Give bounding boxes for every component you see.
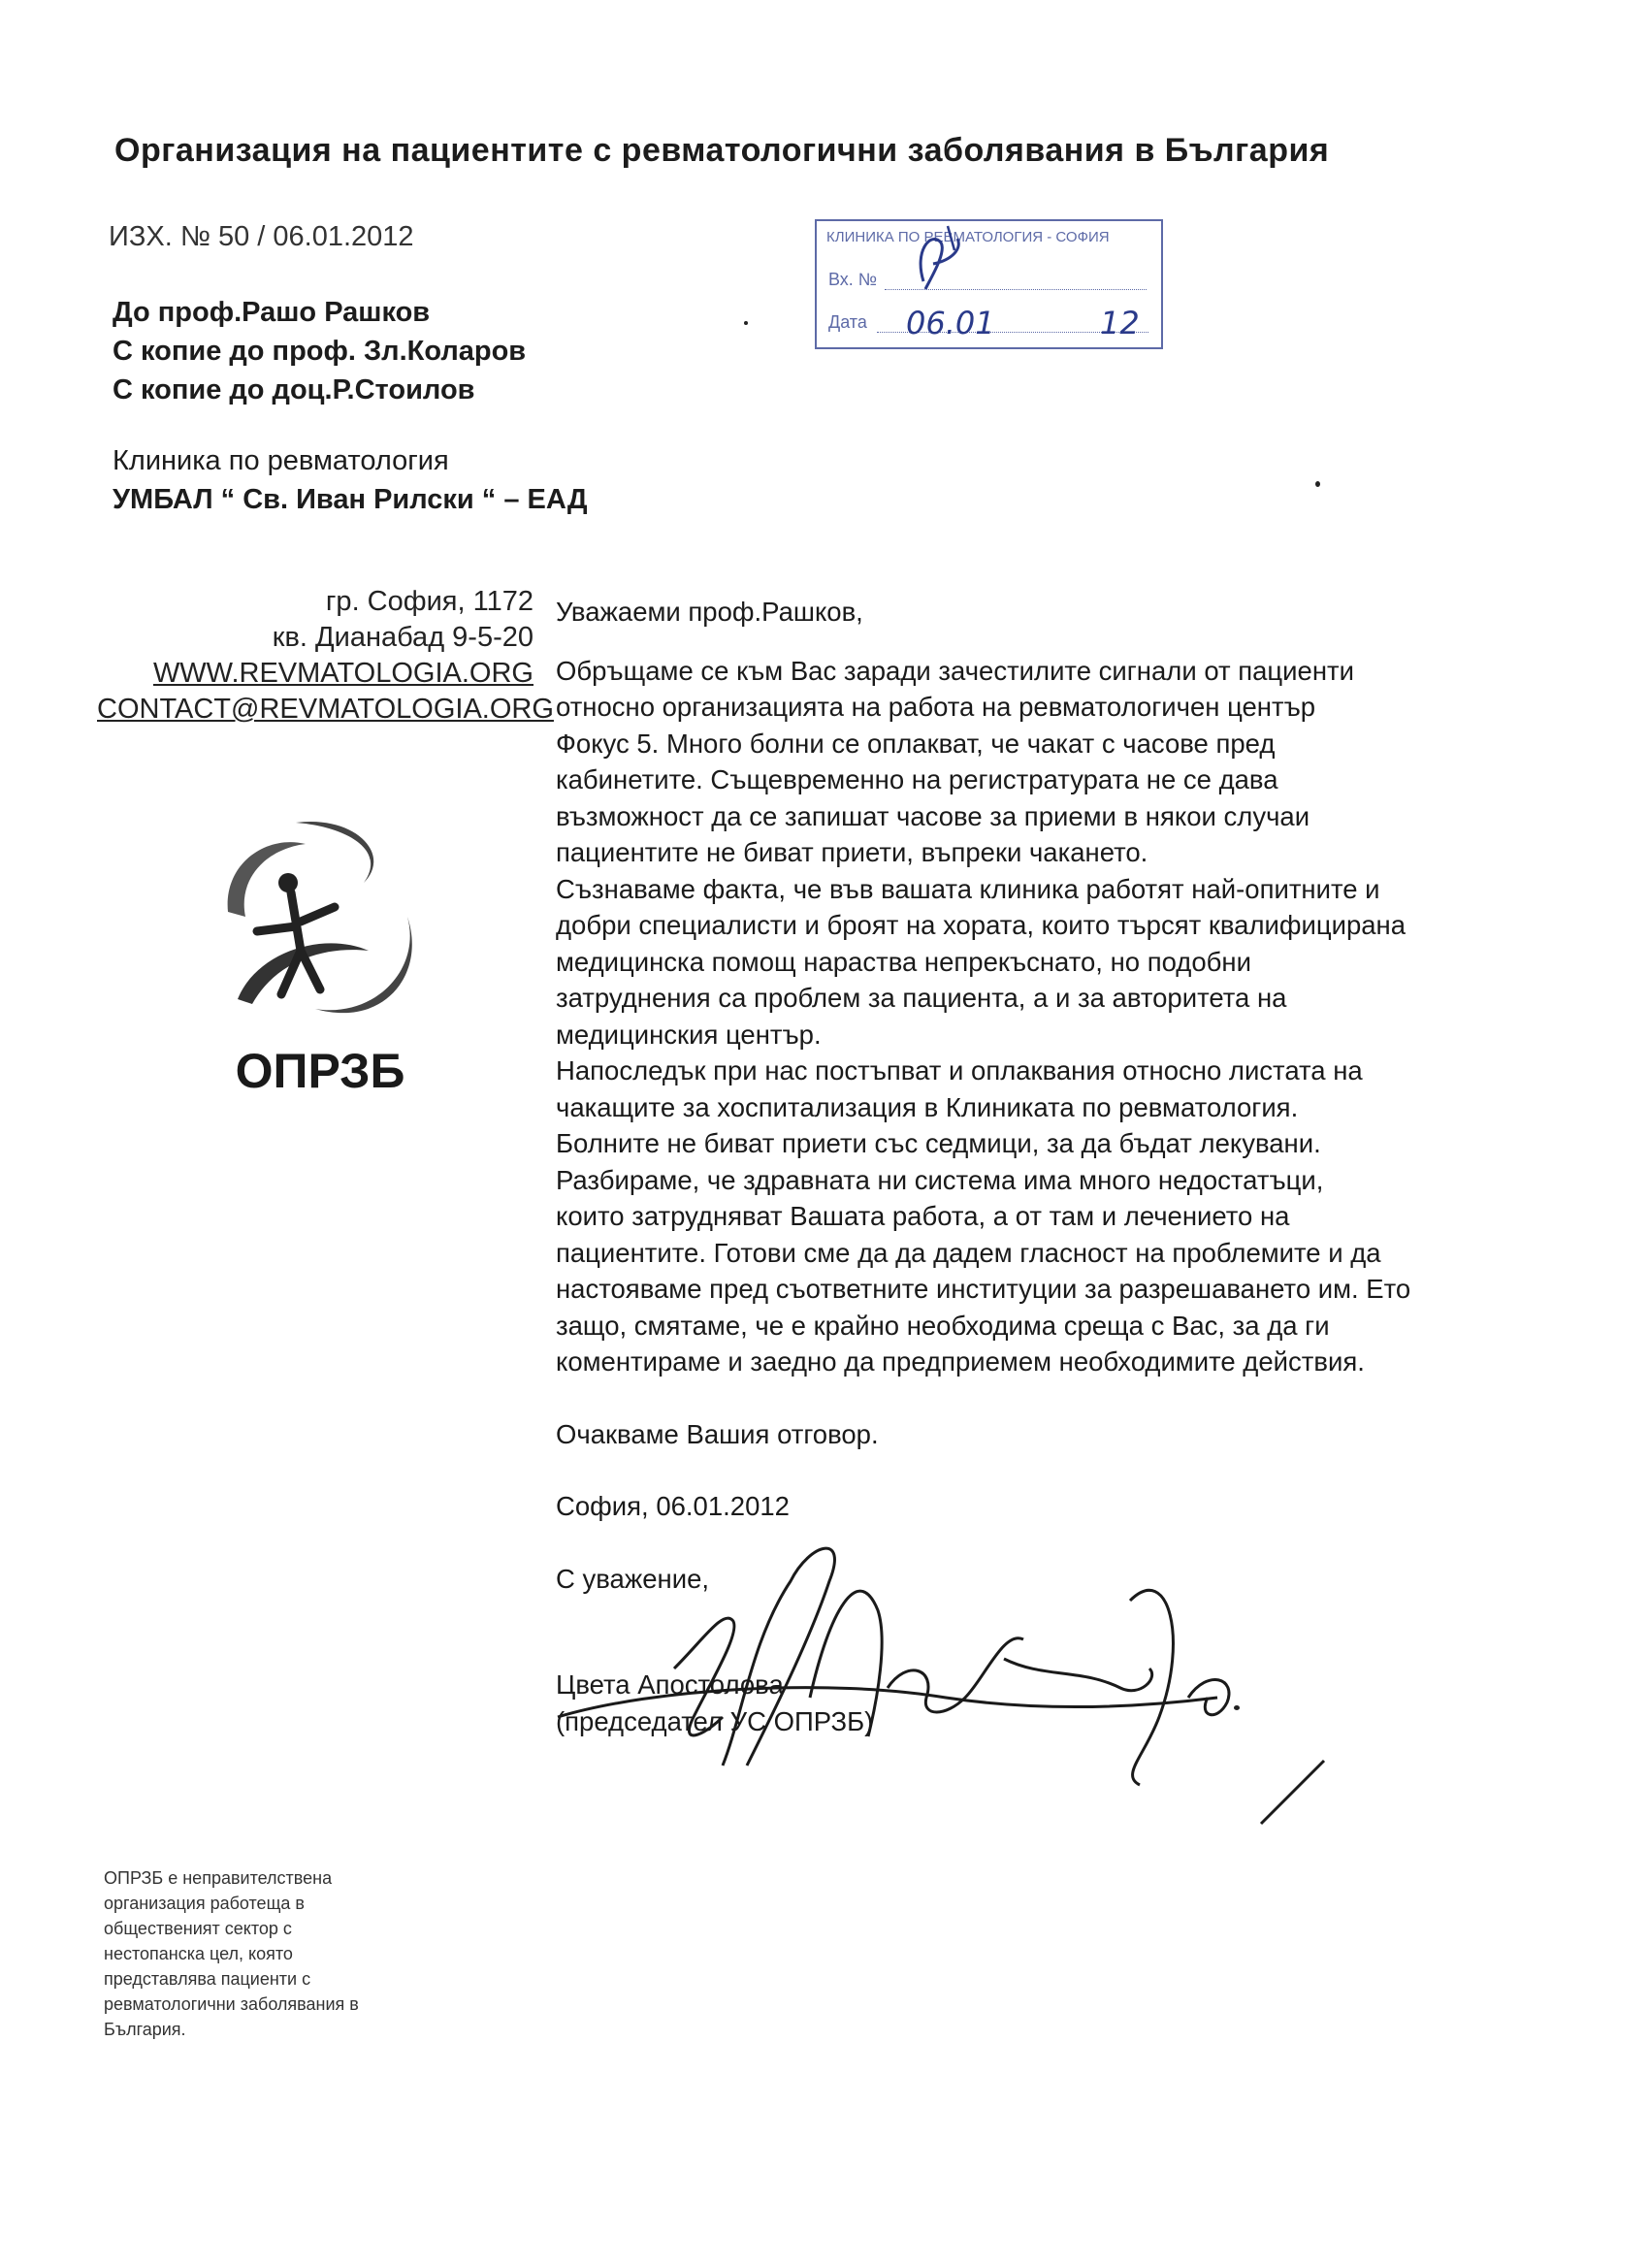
footer-line: обществeният сектор с	[104, 1919, 292, 1938]
scan-speck	[1234, 1705, 1240, 1710]
organization-footer-note	[104, 1865, 434, 2042]
contact-address	[97, 584, 554, 728]
recipient-line: С копие до доц.Р.Стоилов	[113, 374, 475, 405]
reference-number: ИЗХ. № 50 / 06.01.2012	[109, 221, 414, 252]
recipient-line: До проф.Рашо Рашков	[113, 297, 431, 328]
paragraph-line: добри специалисти и броят на хората, които търсят квалифицирана	[556, 910, 1406, 940]
paragraph-line: защо, смятаме, че е крайно необходима среща с Вас, за да ги	[556, 1310, 1330, 1341]
paragraph-line: Фокус 5. Много болни се оплакват, че чакат с часове пред	[556, 728, 1276, 759]
paragraph-line: Напоследък при нас постъпват и оплаквания относно листата на	[556, 1055, 1363, 1085]
stamp-date-label: Дата	[828, 312, 867, 332]
clinic-name: Клиника по ревматология	[113, 445, 449, 476]
footer-line: представлява пациенти с	[104, 1969, 311, 1989]
paragraph-line: относно организацията на работа на ревматологичен център	[556, 692, 1316, 722]
letter-place-date: София, 06.01.2012	[556, 1491, 790, 1521]
organization-logo	[199, 815, 441, 1038]
scan-speck	[1315, 481, 1320, 487]
letter-closing: Очакваме Вашия отговор.	[556, 1418, 879, 1449]
footer-line: ревматологични заболявания в	[104, 1994, 359, 2014]
footer-line: България.	[104, 2020, 186, 2039]
paragraph-line: пациентите не биват приети, въпреки чакането.	[556, 837, 1148, 867]
paragraph-line: коментираме и заедно да предприемем необходимите действия.	[556, 1346, 1365, 1377]
clinic-block	[113, 441, 588, 519]
address-city: гр. София, 1172	[325, 586, 534, 617]
paragraph-line: Разбираме, че здравната ни система има много недостатъци,	[556, 1164, 1324, 1195]
handwritten-signature	[538, 1523, 1334, 1843]
paragraph-line: които затрудняват Вашата работа, а от там и лечението на	[556, 1201, 1290, 1231]
footer-line: организация работеща в	[104, 1894, 305, 1913]
stamp-handwritten-date: 06.01	[906, 305, 995, 341]
paragraph-line: чакащите за хоспитализация в Клиниката по ревматология.	[556, 1091, 1299, 1122]
signer-name: Цвета Апостолова	[556, 1669, 784, 1700]
website-link[interactable]: WWW.REVMATOLOGIA.ORG	[152, 658, 534, 689]
letter-regards: С уважение,	[556, 1563, 710, 1594]
paragraph-line: настояваме пред съответните институции за разрешаването им. Ето	[556, 1274, 1411, 1304]
stamp-handwritten-year: 12	[1100, 305, 1140, 341]
organization-title: Организация на пациентите с ревматологични заболявания в България	[114, 132, 1330, 169]
logo-abbreviation: ОПРЗБ	[235, 1044, 405, 1098]
recipients-block	[113, 293, 526, 409]
registration-stamp	[815, 219, 1163, 349]
address-street: кв. Дианабад 9-5-20	[272, 622, 534, 653]
recipient-line: С копие до проф. Зл.Коларов	[113, 336, 527, 367]
paragraph-line: медицинския център.	[556, 1019, 822, 1050]
footer-line: нестопанска цел, която	[104, 1944, 293, 1963]
email-link[interactable]: CONTACT@REVMATOLOGIA.ORG	[97, 694, 554, 725]
paragraph-line: затруднения са проблем за пациента, а и за авторитета на	[556, 983, 1287, 1013]
paragraph-line: Обръщаме се към Вас заради зачестилите сигнали от пациенти	[556, 655, 1354, 686]
footer-line: ОПРЗБ е неправителствена	[104, 1868, 333, 1888]
paragraph-line: кабинетите. Същевременно на регистратурата не се дава	[556, 764, 1278, 794]
paragraph-line: възможност да се запишат часове за приеми в някои случаи	[556, 800, 1310, 831]
stamp-number-label: Вх. №	[828, 270, 878, 289]
scan-speck	[744, 321, 748, 325]
hospital-name: УМБАЛ “ Св. Иван Рилски “ – ЕАД	[113, 484, 588, 515]
signer-title: (председател УС ОПРЗБ)	[556, 1705, 874, 1736]
paragraph-line: Болните не биват приети със седмици, за да бъдат лекувани.	[556, 1128, 1321, 1158]
paragraph-line: пациентите. Готови сме да да дадем гласност на проблемите и да	[556, 1237, 1381, 1268]
stamp-title: КЛИНИКА ПО РЕВМАТОЛОГИЯ - СОФИЯ	[826, 229, 1110, 245]
paragraph-line: Съзнаваме факта, че във вашата клиника работят най-опитните и	[556, 873, 1380, 904]
letter-greeting: Уважаеми проф.Рашков,	[556, 597, 863, 627]
paragraph-line: медицинска помощ нараства непрекъснато, но подобни	[556, 946, 1251, 977]
